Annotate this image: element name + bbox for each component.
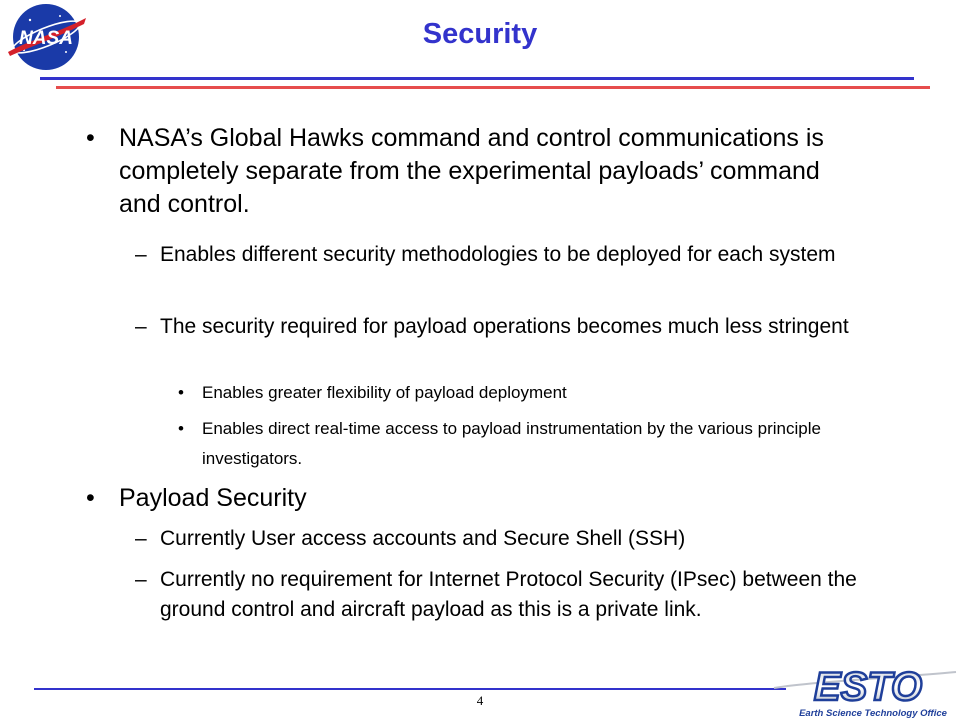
bullet-1-sub-2-sub-1-text: Enables greater flexibility of payload deployment bbox=[202, 383, 567, 402]
bullet-1-sub-2-sub-2-text: Enables direct real-time access to payload instrumentation by the various principle investigators. bbox=[202, 419, 821, 468]
bullet-1-sub-1-text: Enables different security methodologies to be deployed for each system bbox=[160, 243, 836, 266]
bullet-2-sub-1-text: Currently User access accounts and Secure Shell (SSH) bbox=[160, 527, 686, 550]
footer-rule bbox=[34, 688, 786, 690]
bullet-1-text: NASA’s Global Hawks command and control communications is completely separate from the experimental payloads’ command and control. bbox=[119, 124, 824, 218]
dash-marker: – bbox=[135, 243, 147, 266]
small-bullet-marker: • bbox=[178, 419, 184, 438]
page-number: 4 bbox=[476, 693, 484, 708]
bullet-marker: • bbox=[86, 124, 95, 152]
esto-logo-icon bbox=[770, 658, 960, 720]
small-bullet-marker: • bbox=[178, 383, 184, 402]
bullet-2-text: Payload Security bbox=[119, 484, 307, 512]
dash-marker: – bbox=[135, 527, 147, 550]
esto-subtitle: Earth Science Technology Office bbox=[799, 708, 947, 719]
nasa-logo-text: NASA bbox=[19, 28, 73, 49]
bullet-1-sub-2-text: The security required for payload operations becomes much less stringent bbox=[160, 315, 849, 338]
bullet-marker: • bbox=[86, 484, 95, 512]
slide-title: Security bbox=[422, 18, 538, 50]
dash-marker: – bbox=[135, 568, 147, 591]
bullet-2-sub-2-text: Currently no requirement for Internet Protocol Security (IPsec) between the ground control and aircraft payload as this is a private link. bbox=[160, 568, 857, 621]
dash-marker: – bbox=[135, 315, 147, 338]
esto-logo bbox=[770, 658, 960, 720]
esto-logo-text: ESTO bbox=[813, 665, 923, 709]
